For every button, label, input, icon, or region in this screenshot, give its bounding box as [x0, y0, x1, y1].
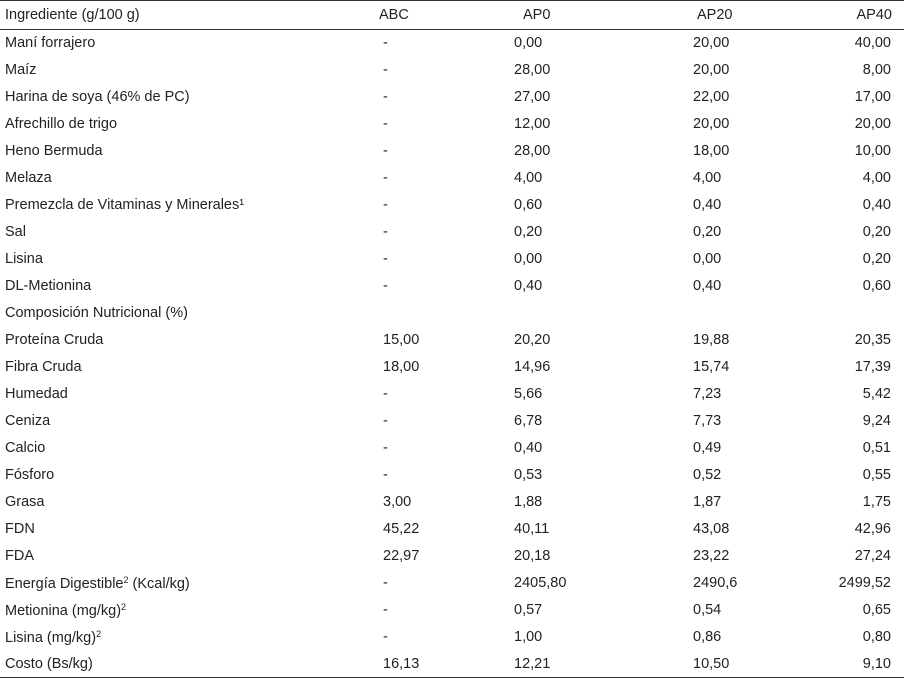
cell-ap20: 20,00	[693, 62, 730, 78]
cell-abc: -	[383, 413, 388, 429]
row-label-text: FDA	[5, 548, 34, 564]
cell-ap20: 18,00	[693, 143, 730, 159]
cell-ap0: 28,00	[514, 62, 551, 78]
cell-abc: 22,97	[383, 548, 420, 564]
cell-ap0: 20,20	[514, 332, 551, 348]
row-label	[0, 219, 308, 246]
table-row	[0, 651, 904, 678]
cell-ap0	[440, 300, 604, 327]
cell-ap40: 5,42	[862, 386, 891, 402]
cell-abc: 18,00	[383, 359, 420, 375]
cell-ap20: 0,86	[693, 629, 722, 645]
row-label	[0, 138, 308, 165]
row-label	[0, 624, 308, 651]
cell-ap0: 0,57	[514, 602, 543, 618]
table-row	[0, 408, 904, 435]
cell-ap40	[770, 300, 904, 327]
cell-abc: 16,13	[383, 655, 420, 672]
cell-ap40: 0,20	[862, 224, 891, 240]
row-label-text: Melaza	[5, 170, 52, 186]
row-label	[0, 57, 308, 84]
row-label-text: Lisina (mg/kg)	[5, 629, 97, 646]
cell-ap40: 40,00	[854, 35, 891, 52]
cell-ap40: 0,65	[862, 602, 891, 618]
row-label	[0, 246, 308, 273]
cell-ap0: 0,40	[514, 440, 543, 456]
table-row	[0, 327, 904, 354]
cell-ap40: 0,55	[862, 467, 891, 483]
table-row	[0, 543, 904, 570]
row-label-text: Afrechillo de trigo	[5, 116, 118, 132]
row-label-text: Proteína Cruda	[5, 332, 104, 348]
cell-ap40: 20,35	[854, 332, 891, 348]
header-ap20: AP20	[697, 7, 733, 23]
cell-ap0: 0,40	[514, 278, 543, 294]
row-label	[0, 300, 308, 327]
row-label-text: Sal	[5, 224, 26, 240]
table-row	[0, 381, 904, 408]
row-label-text: Harina de soya (46% de PC)	[5, 89, 190, 105]
cell-ap0: 12,00	[514, 116, 551, 132]
row-label-text: DL-Metionina	[5, 278, 92, 294]
cell-ap20: 0,40	[693, 197, 722, 213]
cell-abc: 15,00	[383, 332, 420, 348]
table-row	[0, 300, 904, 327]
row-label-text: Grasa	[5, 494, 45, 510]
cell-ap20: 0,20	[693, 224, 722, 240]
row-label	[0, 543, 308, 570]
header-row	[0, 1, 904, 30]
cell-ap20: 23,22	[693, 548, 730, 564]
row-label-text: Humedad	[5, 386, 68, 402]
cell-ap0: 0,00	[514, 251, 543, 267]
row-label-text: Costo (Bs/kg)	[5, 655, 93, 672]
cell-ap40: 17,39	[854, 359, 891, 375]
row-label	[0, 354, 308, 381]
row-label-text: Lisina	[5, 251, 43, 267]
row-label-text: Maní forrajero	[5, 35, 96, 52]
cell-ap40: 17,00	[854, 89, 891, 105]
cell-ap40: 0,51	[862, 440, 891, 456]
cell-abc: -	[383, 143, 388, 159]
row-label-suffix: (Kcal/kg)	[128, 575, 190, 592]
cell-abc: -	[383, 467, 388, 483]
cell-ap40: 42,96	[854, 521, 891, 537]
row-label	[0, 651, 308, 678]
row-label-text: Premezcla de Vitaminas y Minerales¹	[5, 197, 245, 213]
row-label-text: Energía Digestible	[5, 575, 124, 592]
cell-abc: 3,00	[383, 494, 412, 510]
table-row	[0, 462, 904, 489]
row-label-text: Fibra Cruda	[5, 359, 82, 375]
table-row	[0, 84, 904, 111]
cell-abc: -	[383, 89, 388, 105]
cell-ap40: 9,10	[862, 655, 891, 672]
row-label-text: Composición Nutricional (%)	[5, 305, 188, 321]
table-row	[0, 516, 904, 543]
row-label-text: Heno Bermuda	[5, 143, 103, 159]
table-row	[0, 570, 904, 597]
row-label	[0, 435, 308, 462]
cell-ap20: 22,00	[693, 89, 730, 105]
cell-ap0: 0,00	[514, 35, 543, 52]
table-row	[0, 246, 904, 273]
cell-ap0: 0,53	[514, 467, 543, 483]
table-row	[0, 597, 904, 624]
cell-ap20: 0,40	[693, 278, 722, 294]
row-label	[0, 462, 308, 489]
cell-abc: -	[383, 251, 388, 267]
cell-ap0: 20,18	[514, 548, 551, 564]
cell-ap40: 0,20	[862, 251, 891, 267]
table-row	[0, 138, 904, 165]
cell-abc: -	[383, 197, 388, 213]
header-ap40: AP40	[856, 7, 892, 23]
cell-ap40: 20,00	[854, 116, 891, 132]
row-label	[0, 516, 308, 543]
cell-abc: -	[383, 575, 388, 591]
cell-ap0: 2405,80	[514, 575, 567, 591]
cell-ap40: 2499,52	[838, 575, 891, 591]
table-row	[0, 435, 904, 462]
cell-ap20: 7,23	[693, 386, 722, 402]
table-row	[0, 192, 904, 219]
table-row	[0, 165, 904, 192]
row-label	[0, 192, 308, 219]
cell-ap20: 2490,6	[693, 575, 738, 591]
cell-ap20: 0,54	[693, 602, 722, 618]
table-row	[0, 111, 904, 138]
cell-ap0: 6,78	[514, 413, 543, 429]
cell-ap20: 0,49	[693, 440, 722, 456]
cell-ap0: 14,96	[514, 359, 551, 375]
cell-abc: -	[383, 116, 388, 132]
table-row	[0, 354, 904, 381]
row-label	[0, 597, 308, 624]
cell-ap0: 40,11	[514, 521, 550, 537]
cell-ap40: 0,40	[862, 197, 891, 213]
row-label	[0, 165, 308, 192]
row-label-text: Metionina (mg/kg)	[5, 602, 122, 619]
cell-ap0: 1,88	[514, 494, 543, 510]
cell-ap20: 10,50	[693, 655, 730, 672]
cell-ap40: 0,60	[862, 278, 891, 294]
cell-ap40: 4,00	[862, 170, 891, 186]
row-label	[0, 273, 308, 300]
cell-ap0: 5,66	[514, 386, 543, 402]
cell-ap40: 1,75	[862, 494, 891, 510]
header-abc: ABC	[379, 7, 409, 23]
row-label	[0, 489, 308, 516]
row-label-text: Ceniza	[5, 413, 51, 429]
cell-abc: -	[383, 224, 388, 240]
header-ingredient: Ingrediente (g/100 g)	[5, 7, 140, 23]
cell-ap20: 20,00	[693, 116, 730, 132]
row-label-text: Fósforo	[5, 467, 55, 483]
cell-ap20	[604, 300, 770, 327]
cell-ap20: 19,88	[693, 332, 730, 348]
row-label-text: FDN	[5, 521, 35, 537]
table-row	[0, 219, 904, 246]
cell-ap20: 4,00	[693, 170, 722, 186]
cell-abc: -	[383, 440, 388, 456]
table-row	[0, 30, 904, 57]
cell-abc: -	[383, 170, 388, 186]
row-label	[0, 327, 308, 354]
footnote-marker: 2	[121, 601, 127, 612]
row-label	[0, 381, 308, 408]
cell-ap40: 10,00	[854, 143, 891, 159]
cell-ap40: 8,00	[862, 62, 891, 78]
row-label	[0, 30, 308, 57]
cell-ap20: 15,74	[693, 359, 730, 375]
cell-abc: -	[383, 62, 388, 78]
cell-ap0: 4,00	[514, 170, 543, 186]
cell-ap20: 7,73	[693, 413, 722, 429]
footnote-marker: 2	[96, 628, 102, 639]
cell-ap0: 1,00	[514, 629, 543, 645]
row-label	[0, 111, 308, 138]
cell-ap20: 20,00	[693, 35, 730, 52]
cell-ap20: 0,52	[693, 467, 722, 483]
row-label-text: Calcio	[5, 440, 46, 456]
cell-abc: -	[383, 629, 388, 645]
table-body	[0, 30, 904, 678]
row-label-text: Maíz	[5, 62, 37, 78]
cell-ap20: 1,87	[693, 494, 722, 510]
footnote-marker: 2	[123, 574, 129, 585]
cell-ap0: 12,21	[514, 655, 551, 672]
cell-ap0: 28,00	[514, 143, 551, 159]
cell-abc: -	[383, 35, 388, 52]
cell-ap20: 43,08	[693, 521, 730, 537]
table-row	[0, 624, 904, 651]
cell-abc: -	[383, 602, 388, 618]
table-row	[0, 273, 904, 300]
table-row	[0, 57, 904, 84]
cell-ap40: 27,24	[854, 548, 891, 564]
cell-abc: -	[383, 386, 388, 402]
cell-ap20: 0,00	[693, 251, 722, 267]
cell-abc: 45,22	[383, 521, 420, 537]
table-row	[0, 489, 904, 516]
row-label	[0, 408, 308, 435]
cell-abc: -	[383, 278, 388, 294]
header-ap0: AP0	[523, 7, 551, 23]
cell-ap0: 0,20	[514, 224, 543, 240]
cell-ap40: 0,80	[862, 629, 891, 645]
row-label	[0, 570, 308, 597]
cell-ap0: 27,00	[514, 89, 551, 105]
cell-ap40: 9,24	[862, 413, 891, 429]
cell-ap0: 0,60	[514, 197, 543, 213]
cell-abc	[308, 300, 440, 327]
row-label	[0, 84, 308, 111]
